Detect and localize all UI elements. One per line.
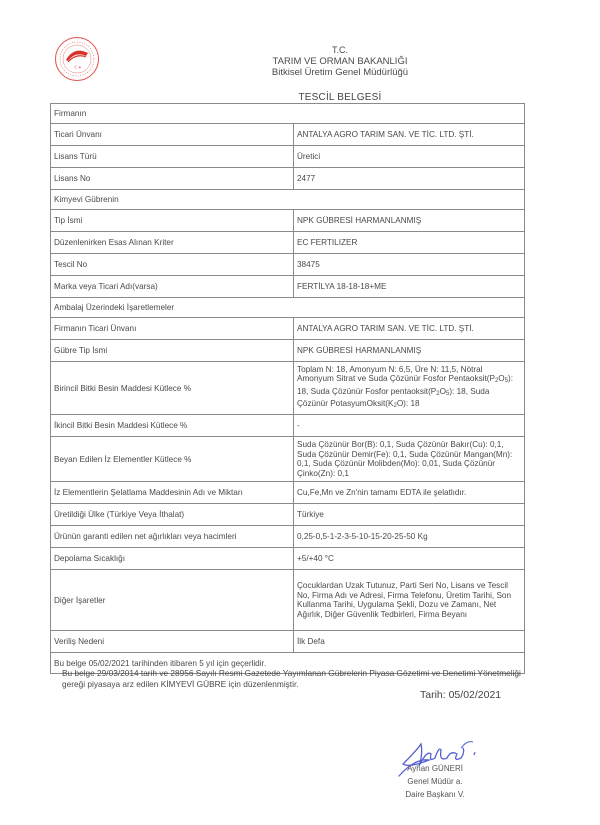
document-title: TESCİL BELGESİ xyxy=(298,92,382,103)
row-value: - xyxy=(294,415,525,437)
document-header xyxy=(200,45,480,78)
row-value: 0,25-0,5-1-2-3-5-10-15-20-25-50 Kg xyxy=(294,526,525,548)
subscript: 5 xyxy=(504,378,509,384)
text-part: ): 18, Suda Çözünür Fosfor pentaoksit(P xyxy=(297,374,514,396)
section-packaging: Ambalaj Üzerindeki İşaretlemeler xyxy=(51,298,525,318)
section-fertilizer: Kimyevi Gübrenin xyxy=(51,190,525,210)
row-value: FERTİLYA 18-18-18+ME xyxy=(294,276,525,298)
table-row xyxy=(51,318,525,340)
svg-text:☾٭: ☾٭ xyxy=(74,65,82,71)
section-row-packaging xyxy=(51,298,525,318)
table-row xyxy=(51,124,525,146)
table-row xyxy=(51,340,525,362)
section-firm: Firmanın xyxy=(51,104,525,124)
issue-date: Tarih: 05/02/2021 xyxy=(420,689,502,701)
row-value: Üretici xyxy=(294,146,525,168)
row-label: Üretildiği Ülke (Türkiye Veya İthalat) xyxy=(51,504,294,526)
row-label: Lisans Türü xyxy=(51,146,294,168)
table-row xyxy=(51,276,525,298)
table-row xyxy=(51,548,525,570)
row-label: Ticari Ünvanı xyxy=(51,124,294,146)
signer-title: Daire Başkanı V. xyxy=(405,790,465,799)
row-value: İlk Defa xyxy=(294,631,525,653)
row-label: Gübre Tip İsmi xyxy=(51,340,294,362)
section-row-firm xyxy=(51,104,525,124)
signer-block xyxy=(390,762,480,801)
row-value: Cu,Fe,Mn ve Zn'nin tamamı EDTA ile şelatlıdır. xyxy=(294,482,525,504)
row-label: Tescil No xyxy=(51,254,294,276)
row-label: Birincil Bitki Besin Maddesi Kütlece % xyxy=(51,362,294,415)
row-value: NPK GÜBRESİ HARMANLANMIŞ xyxy=(294,210,525,232)
table-row xyxy=(51,210,525,232)
text-part: ): 18, Suda Çözünür PotasyumOksit(K xyxy=(297,386,490,408)
row-value: Türkiye xyxy=(294,504,525,526)
section-row-fertilizer xyxy=(51,190,525,210)
table-row xyxy=(51,415,525,437)
row-value: Çocuklardan Uzak Tutunuz, Parti Seri No, Lisans ve Tescil No, Firma Adı ve Adresi, Firma Telefonu, Üretim Tarihi, Son Kullanma Tarihi, Uygulama Şekli, Dozu ve Zamanı, Net Ağırlık, Diğer Güvenlik Tedbirleri, Firma Beyanı xyxy=(294,570,525,631)
row-label: İz Elementlerin Şelatlama Maddesinin Adı ve Miktarı xyxy=(51,482,294,504)
row-label: Marka veya Ticari Adı(varsa) xyxy=(51,276,294,298)
row-value: NPK GÜBRESİ HARMANLANMIŞ xyxy=(294,340,525,362)
table-row xyxy=(51,437,525,482)
text-part: O): 18 xyxy=(396,399,420,408)
table-row xyxy=(51,362,525,415)
table-row xyxy=(51,254,525,276)
table-row xyxy=(51,504,525,526)
row-label: Depolama Sıcaklığı xyxy=(51,548,294,570)
legal-footnote: Bu belge 29/03/2014 tarih ve 28956 Sayılı Resmi Gazetede Yayımlanan Gübrelerin Piyasa Gözetimi ve Denetimi Yönetmeliği gereği piyasaya arz edilen KİMYEVİ GÜBRE için düzenlenmiştir. xyxy=(62,668,521,689)
row-value: Suda Çözünür Bor(B): 0,1, Suda Çözünür Bakır(Cu): 0,1, Suda Çözünür Demir(Fe): 0,1, Suda Çözünür Mangan(Mn): 0,1, Suda Çözünür Molibden(Mo): 0,01, Suda Çözünür Çinko(Zn): 0,1 xyxy=(294,437,525,482)
validity-text: Bu belge 05/02/2021 tarihinden itibaren 5 yıl için geçerlidir. xyxy=(51,653,525,674)
row-label: Lisans No xyxy=(51,168,294,190)
table-row xyxy=(51,570,525,631)
row-label: Veriliş Nedeni xyxy=(51,631,294,653)
subscript: 2 xyxy=(494,378,499,384)
row-value: 2477 xyxy=(294,168,525,190)
row-value: ANTALYA AGRO TARIM SAN. VE TİC. LTD. ŞTİ. xyxy=(294,124,525,146)
row-label: Düzenlenirken Esas Alınan Kriter xyxy=(51,232,294,254)
ministry-seal-icon xyxy=(54,36,100,82)
subscript: 2 xyxy=(436,390,440,397)
subscript: 2 xyxy=(393,403,397,409)
signer-name: Ayhan GÜNERİ xyxy=(407,764,463,773)
table-row xyxy=(51,232,525,254)
row-value: EC FERTILIZER xyxy=(294,232,525,254)
table-row xyxy=(51,526,525,548)
row-label: Tip İsmi xyxy=(51,210,294,232)
subscript: 5 xyxy=(445,390,450,397)
ministry-name: TARIM VE ORMAN BAKANLIĞI xyxy=(272,56,408,67)
text-part: O xyxy=(439,386,446,396)
department-name: Bitkisel Üretim Genel Müdürlüğü xyxy=(271,67,409,78)
org-short: T.C. xyxy=(331,45,348,55)
row-value: ANTALYA AGRO TARIM SAN. VE TİC. LTD. ŞTİ. xyxy=(294,318,525,340)
row-label: Diğer İşaretler xyxy=(51,570,294,631)
row-label: İkincil Bitki Besin Maddesi Kütlece % xyxy=(51,415,294,437)
signer-title: Genel Müdür a. xyxy=(407,777,463,786)
text-part: Toplam N: 18, Amonyum N: 6,5, Üre N: 11,5, Nötral Amonyum Sitrat ve Suda Çözünür Fosfor Pentaoksit(P xyxy=(297,364,495,383)
row-label: Ürünün garanti edilen net ağırlıkları veya hacimleri xyxy=(51,526,294,548)
table-row xyxy=(51,168,525,190)
row-value-primary-nutrients xyxy=(294,362,525,415)
row-value: +5/+40 °C xyxy=(294,548,525,570)
row-label: Firmanın Ticari Ünvanı xyxy=(51,318,294,340)
table-row xyxy=(51,482,525,504)
text-part: O xyxy=(498,374,505,383)
row-value: 38475 xyxy=(294,254,525,276)
table-row xyxy=(51,631,525,653)
registration-table xyxy=(50,103,525,674)
row-label: Beyan Edilen İz Elementler Kütlece % xyxy=(51,437,294,482)
table-row xyxy=(51,146,525,168)
